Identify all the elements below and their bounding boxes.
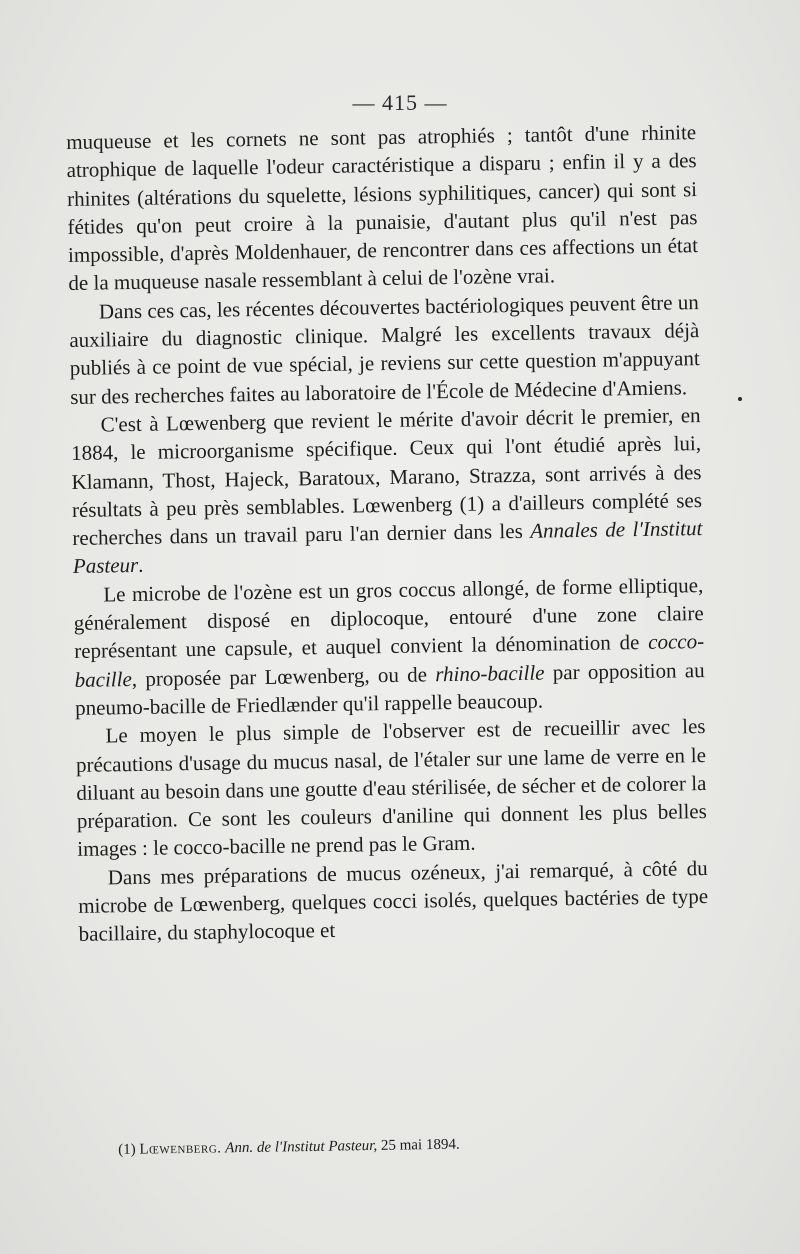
footnote-marker: (1) — [118, 1141, 136, 1158]
paragraph-4 — [73, 571, 705, 722]
paragraph-4-middle: , proposée par Lœwenberg, ou de — [131, 661, 436, 691]
footnote-date: 25 mai 1894. — [380, 1136, 460, 1154]
journal-title-italic: Annales de l'Institut Pasteur — [72, 516, 703, 579]
page-number: — 415 — — [352, 90, 448, 115]
paragraph-3-end: . — [138, 553, 144, 578]
paragraph-4-text: Le microbe de l'ozène est un gros coccus allongé, de forme elliptique, généralement disposé en diplocoque, entouré d'une zone claire représentant une capsule, et auquel convient la dénomination de — [73, 572, 704, 664]
paragraph-5: Le moyen le plus simple de l'observer est de recueillir avec les précautions d'usage du mucus nasal, de l'étaler sur une lame de verre en le diluant au besoin dans une goutte d'eau stérilisée, de sécher et de colorer la préparation. Ce sont les couleurs d'aniline qui donnent les plus belles images : le cocco-bacille ne prend pas le Gram. — [75, 714, 707, 862]
footnote-author: Lœwenberg. — [139, 1140, 222, 1158]
footnote-journal: Ann. de l'Institut Pasteur, — [225, 1137, 378, 1157]
paper-speck — [738, 397, 742, 401]
footnote — [118, 1130, 738, 1160]
paragraph-3 — [70, 401, 703, 581]
paragraph-4-end: par opposition au pneumo-bacille de Friedlænder qu'il rappelle beaucoup. — [74, 657, 705, 720]
term-cocco-bacille: cocco-bacille — [74, 629, 705, 692]
term-rhino-bacille: rhino-bacille — [435, 660, 545, 686]
paragraph-3-text: C'est à Lœwenberg que revient le mérite d'avoir décrit le premier, en 1884, le microorganisme spécifique. Ceux qui l'ont étudié après lui, Klamann, Thost, Hajeck, Baratoux, Marano, Strazza, sont arrivés à des résultats à peu près semblables. Lœwenberg (1) a d'ailleurs complété ses recherches dans un travail paru l'an dernier dans les — [70, 403, 703, 551]
paragraph-1: muqueuse et les cornets ne sont pas atrophiés ; tantôt d'une rhinite atrophique de laquelle l'odeur caractéristique a disparu ; enfin il y a des rhinites (altérations du squelette, lésions syphilitiques, cancer) qui sont si fétides qu'on peut croire à la punaisie, d'autant plus qu'il n'est pas impossible, d'après Moldenhauer, de rencontrer dans ces affections un état de la muqueuse nasale ressemblant à celui de l'ozène vrai. — [66, 120, 699, 296]
paragraph-2: Dans ces cas, les récentes découvertes bactériologiques peuvent être un auxiliaire du diagnostic clinique. Malgré les excellents travaux déjà publiés à ce point de vue spécial, je reviens sur cette question m'appuyant sur des recherches faites au laboratoire de l'École de Médecine d'Amiens. — [69, 289, 700, 409]
paragraph-6: Dans mes préparations de mucus ozéneux, j'ai remarqué, à côté du microbe de Lœwenberg, quelques cocci isolés, quelques bactéries de type bacillaire, du staphylocoque et — [78, 855, 709, 947]
main-text — [66, 118, 709, 948]
